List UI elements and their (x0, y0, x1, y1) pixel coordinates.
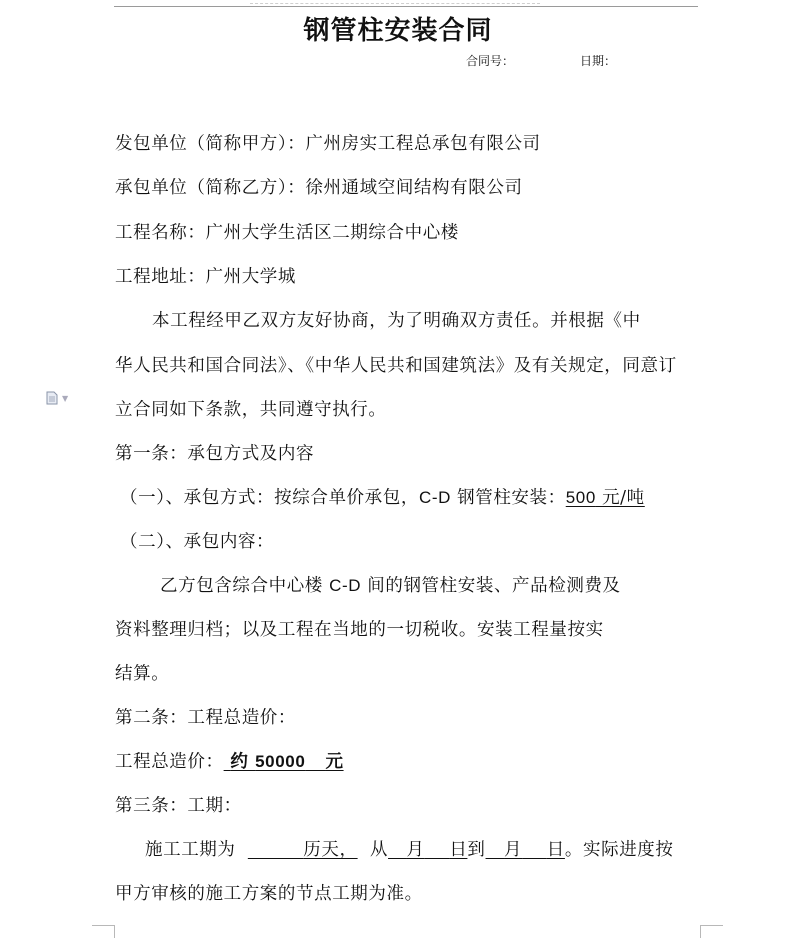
construction-period-line: 施工工期为 历天， 从 月 日到 月 日。实际进度按 (145, 840, 674, 860)
unit-price: 500 元/吨 (565, 488, 645, 508)
employer-name: 广州房实工程总承包有限公司 (305, 134, 541, 154)
project-address-line: 工程地址：广州大学城 (115, 267, 296, 287)
date-label: 日期： (580, 54, 617, 68)
contract-content-line-1: 乙方包含综合中心楼 C-D 间的钢管柱安装、产品检测费及 (160, 576, 621, 596)
project-name: 广州大学生活区二期综合中心楼 (205, 223, 459, 243)
document-icon[interactable] (46, 391, 58, 405)
article-2-heading: 第二条：工程总造价： (115, 708, 296, 728)
total-price-value: 约 50000 元 (230, 752, 344, 772)
contract-content-heading: （二）、承包内容： (120, 532, 275, 552)
contract-number-label: 合同号： (466, 54, 515, 68)
intro-paragraph-line-2: 华人民共和国合同法》、《中华人民共和国建筑法》及有关规定，同意订 (115, 356, 677, 376)
page-corner-mark-right (700, 925, 723, 938)
total-price-line: 工程总造价： 约 50000 元 (115, 752, 344, 772)
header-divider (114, 6, 698, 7)
chevron-down-icon[interactable]: ▼ (62, 394, 69, 403)
contract-method-line: （一）、承包方式：按综合单价承包，C-D 钢管柱安装：500 元/吨 (120, 488, 645, 508)
employer-line: 发包单位（简称甲方）：广州房实工程总承包有限公司 (115, 134, 541, 154)
intro-paragraph-line-1: 本工程经甲乙双方友好协商，为了明确双方责任。并根据《中 (152, 311, 641, 331)
construction-period-line-2: 甲方审核的施工方案的节点工期为准。 (115, 884, 423, 904)
contract-content-line-3: 结算。 (115, 664, 170, 684)
page-corner-mark-left (92, 925, 115, 938)
contract-content-line-2: 资料整理归档；以及工程在当地的一切税收。安装工程量按实 (115, 620, 604, 640)
previous-page-edge (250, 0, 540, 4)
intro-paragraph-line-3: 立合同如下条款，共同遵守执行。 (115, 400, 387, 420)
contractor-name: 徐州通域空间结构有限公司 (305, 178, 523, 198)
contractor-line: 承包单位（简称乙方）：徐州通域空间结构有限公司 (115, 178, 523, 198)
project-address: 广州大学城 (205, 267, 296, 287)
article-1-heading: 第一条：承包方式及内容 (115, 444, 315, 464)
article-3-heading: 第三条：工期： (115, 796, 242, 816)
document-title: 钢管柱安装合同 (303, 16, 493, 46)
project-name-line: 工程名称：广州大学生活区二期综合中心楼 (115, 223, 459, 243)
